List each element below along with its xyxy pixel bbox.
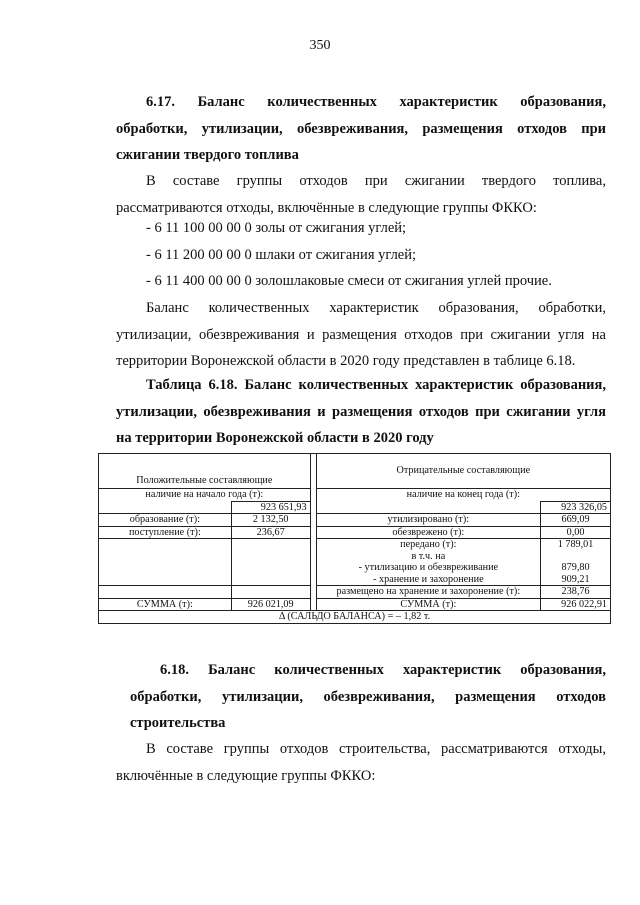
table-row	[99, 489, 611, 502]
section-618-heading	[130, 657, 606, 737]
storage-burial-label: - хранение и захоронение	[373, 573, 484, 585]
caption-line: на территории Воронежской области в 2020 году	[116, 430, 434, 446]
table-row	[99, 501, 611, 514]
table-row	[99, 586, 611, 599]
table-header-row	[99, 454, 611, 489]
list-item: - 6 11 200 00 00 0 шлаки от сжигания углей;	[146, 246, 417, 263]
util-neutral-label: - утилизацию и обезвреживание	[358, 562, 499, 573]
negative-header: Отрицательные составляющие	[316, 454, 610, 489]
utilized-label: утилизировано (т):	[316, 514, 541, 527]
receipt-value: 236,67	[231, 526, 310, 539]
neutralized-value: 0,00	[541, 526, 611, 539]
empty-cell	[99, 539, 232, 586]
sum-value-negative: 926 022,91	[541, 598, 611, 611]
section-617-heading	[116, 89, 606, 169]
empty-cell	[231, 586, 310, 599]
empty-cell	[316, 501, 541, 514]
table-row	[99, 514, 611, 527]
sum-value-positive: 926 021,09	[231, 598, 310, 611]
util-neutral-value: 879,80	[561, 562, 590, 573]
heading-line: 6.18. Баланс количественных характеристик образования,	[160, 662, 606, 678]
caption-line: утилизации, обезвреживания и размещения отходов при сжигании угля	[116, 403, 606, 420]
empty-cell	[99, 586, 232, 599]
utilized-value: 669,09	[541, 514, 611, 527]
transferred-value: 1 789,01	[557, 539, 594, 550]
section-617-intro	[116, 168, 606, 221]
positive-header: Положительные составляющие	[99, 454, 311, 489]
balance-delta: Δ (САЛЬДО БАЛАНСА) = – 1,82 т.	[99, 611, 611, 624]
paragraph-line: утилизации, обезвреживания и размещения отходов при сжигании угля на	[116, 326, 606, 343]
empty-cell	[231, 539, 310, 586]
section-618-intro	[116, 736, 606, 789]
balance-paragraph	[116, 295, 606, 375]
heading-line: обработки, утилизации, обезвреживания, размещения отходов	[130, 688, 606, 705]
empty-cell	[99, 501, 232, 514]
placed-value: 238,76	[541, 586, 611, 599]
including-label: в т.ч. на	[411, 550, 446, 562]
caption-line: Таблица 6.18. Баланс количественных характеристик образования,	[146, 377, 606, 393]
list-item: - 6 11 100 00 00 0 золы от сжигания углей;	[146, 220, 407, 236]
balance-table	[98, 453, 611, 624]
list-item: - 6 11 400 00 00 0 золошлаковые смеси от сжигания углей прочие.	[146, 273, 552, 289]
intro-line: включённые в следующие группы ФККО:	[116, 767, 376, 784]
receipt-label: поступление (т):	[99, 526, 232, 539]
heading-line: строительства	[130, 715, 226, 731]
neutralized-label: обезврежено (т):	[316, 526, 541, 539]
paragraph-line: территории Воронежской области в 2020 году представлен в таблице 6.18.	[116, 353, 576, 369]
end-value: 923 326,05	[541, 501, 611, 514]
intro-line: В составе группы отходов при сжигании твердого топлива,	[146, 173, 606, 189]
end-label: наличие на конец года (т):	[316, 489, 610, 502]
transferred-values	[541, 539, 611, 586]
heading-line: 6.17. Баланс количественных характеристик образования,	[146, 94, 606, 110]
placed-label: размещено на хранение и захоронение (т):	[316, 586, 541, 599]
intro-line: рассматриваются отходы, включённые в следующие группы ФККО:	[116, 199, 537, 216]
formation-value: 2 132,50	[231, 514, 310, 527]
sum-label-negative: СУММА (т):	[316, 598, 541, 611]
heading-line: сжигании твердого топлива	[116, 147, 299, 163]
table-sum-row	[99, 598, 611, 611]
storage-burial-value: 909,21	[561, 573, 590, 585]
page-number: 350	[309, 38, 331, 53]
intro-line: В составе группы отходов строительства, рассматриваются отходы,	[146, 741, 606, 757]
start-value: 923 651,93	[231, 501, 310, 514]
transferred-label: передано (т):	[400, 539, 457, 550]
table-row	[99, 539, 611, 586]
transferred-block	[316, 539, 541, 586]
fkko-list	[146, 215, 606, 295]
formation-label: образование (т):	[99, 514, 232, 527]
table-row	[99, 526, 611, 539]
heading-line: обработки, утилизации, обезвреживания, размещения отходов при	[116, 120, 606, 137]
paragraph-line: Баланс количественных характеристик образования, обработки,	[146, 300, 606, 316]
table-caption	[116, 372, 606, 452]
start-label: наличие на начало года (т):	[99, 489, 311, 502]
sum-label-positive: СУММА (т):	[99, 598, 232, 611]
table-delta-row	[99, 611, 611, 624]
